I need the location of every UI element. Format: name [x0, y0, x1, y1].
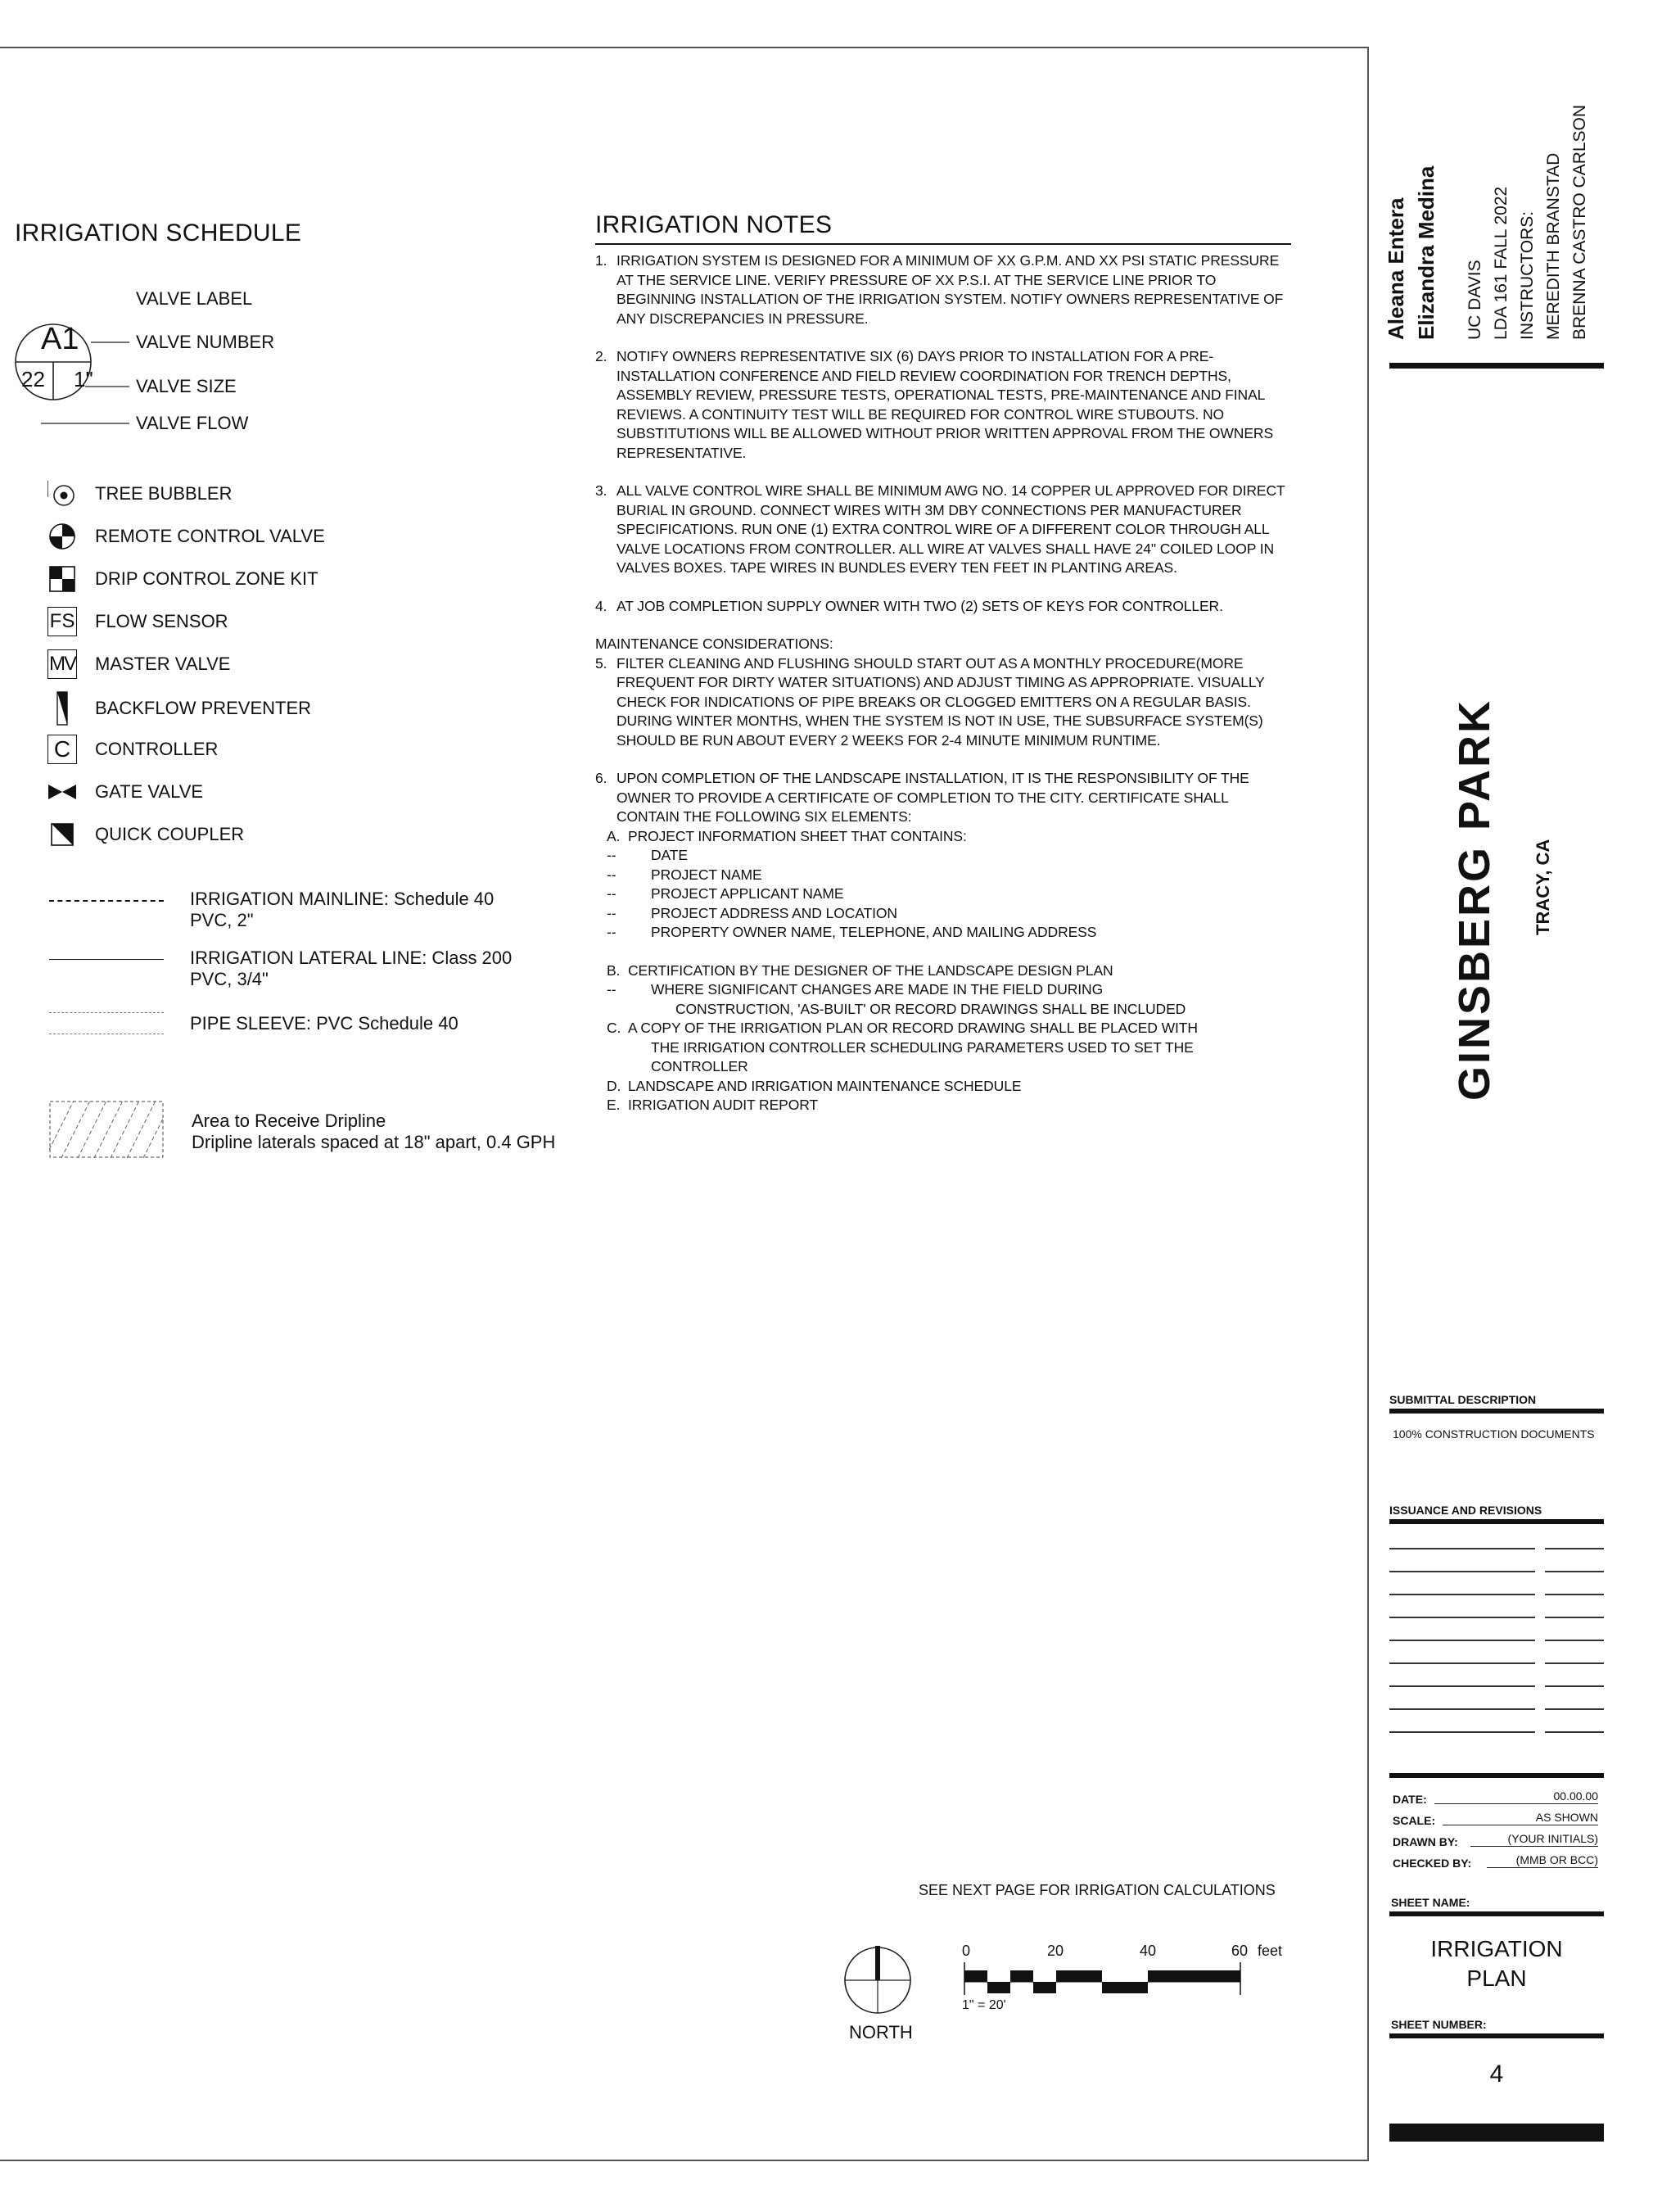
- revision-line: [1545, 1571, 1604, 1572]
- designer-name-2: Elizandra Medina: [1414, 165, 1438, 340]
- note-4: [595, 597, 1291, 617]
- item-text: PROJECT NAME: [651, 866, 762, 883]
- item-text: CERTIFICATION BY THE DESIGNER OF THE LANDSCAPE DESIGN PLAN: [628, 961, 1113, 979]
- legend-label: BACKFLOW PREVENTER: [95, 698, 312, 718]
- scale-tick-label: 40: [1140, 1943, 1157, 1959]
- item-dash: --: [607, 904, 616, 921]
- legend-label: TREE BUBBLER: [95, 483, 233, 504]
- note-5: [595, 654, 1291, 751]
- note-text: FILTER CLEANING AND FLUSHING SHOULD START OUT AS A MONTHLY PROCEDURE(MORE FREQUENT FOR DIRTY WATER SITUATIONS) AND ADJUST TIMING AS APPROPRIATE. VISUALLY CHECK FOR INDICATIONS OF PIPE BREAKS OR CLOGGED EMITTERS ON A REGULAR BASIS. DURING WINTER MONTHS, WHEN THE SYSTEM IS NOT IN USE, THE SUBSURFACE SYSTEM(S) SHOULD BE RUN ABOUT EVERY 2 WEEKS FOR 2-4 MINUTE MINIMUM RUNTIME.: [616, 654, 1265, 749]
- submittal-value: 100% CONSTRUCTION DOCUMENTS: [1393, 1427, 1595, 1441]
- revision-line: [1389, 1662, 1535, 1664]
- sheet-name-line1: IRRIGATION: [1430, 1936, 1563, 1961]
- valve-id: A1: [41, 322, 79, 356]
- mainline-line1: IRRIGATION MAINLINE: Schedule 40: [190, 889, 495, 909]
- instructor-1: MEREDITH BRANSTAD: [1544, 152, 1563, 340]
- item-text: DATE: [651, 847, 688, 863]
- legend-remote-control-valve: [47, 522, 325, 551]
- note-number: 5.: [595, 654, 607, 672]
- maintenance-heading: MAINTENANCE CONSIDERATIONS:: [595, 636, 833, 652]
- controller-icon: [47, 735, 77, 764]
- item-key: D.: [607, 1077, 621, 1094]
- legend-label: FLOW SENSOR: [95, 611, 228, 631]
- item-text: A COPY OF THE IRRIGATION PLAN OR RECORD DRAWING SHALL BE PLACED WITH: [628, 1020, 1198, 1036]
- sheet-name-label: SHEET NAME:: [1391, 1896, 1470, 1909]
- note-text: UPON COMPLETION OF THE LANDSCAPE INSTALLATION, IT IS THE RESPONSIBILITY OF THE OWNER TO PROVIDE A CERTIFICATE OF COMPLETION TO THE CITY. CERTIFICATE SHALL CONTAIN THE FOLLOWING SIX ELEMENTS:: [616, 770, 1249, 825]
- revision-line: [1389, 1571, 1535, 1572]
- revision-line: [1389, 1685, 1535, 1687]
- scale-value: AS SHOWN: [1443, 1811, 1598, 1825]
- note-3: [595, 482, 1291, 578]
- revision-line: [1545, 1662, 1604, 1664]
- instructors-label: INSTRUCTORS:: [1518, 210, 1537, 340]
- revision-line: [1545, 1594, 1604, 1595]
- sheet-name-line2: PLAN: [1466, 1965, 1527, 1991]
- lateral-line-symbol: [49, 959, 164, 960]
- revision-line: [1389, 1617, 1535, 1618]
- note-1: [595, 251, 1291, 328]
- scale-tick-label: 20: [1047, 1943, 1064, 1959]
- lateral-line2: PVC, 3/4": [190, 969, 269, 989]
- item-e: [595, 1096, 1291, 1115]
- revision-line: [1545, 1731, 1604, 1733]
- controller-glyph: C: [53, 736, 71, 762]
- master-valve-glyph: MV: [49, 653, 75, 675]
- legend-label: REMOTE CONTROL VALVE: [95, 526, 325, 546]
- item-text: PROJECT INFORMATION SHEET THAT CONTAINS:: [628, 827, 967, 844]
- item-c: [595, 1019, 1291, 1038]
- note-text: AT JOB COMPLETION SUPPLY OWNER WITH TWO (2) SETS OF KEYS FOR CONTROLLER.: [616, 597, 1223, 614]
- revision-line: [1389, 1731, 1535, 1733]
- item-dash: --: [607, 924, 616, 940]
- checked-by-value: (MMB OR BCC): [1487, 1853, 1598, 1868]
- revision-line: [1389, 1548, 1535, 1549]
- project-location: TRACY, CA: [1533, 839, 1553, 935]
- note-number: 4.: [595, 597, 607, 614]
- revision-line: [1545, 1685, 1604, 1687]
- item-text: CONTROLLER: [651, 1058, 748, 1074]
- item-text: PROPERTY OWNER NAME, TELEPHONE, AND MAILING ADDRESS: [651, 924, 1097, 940]
- mainline-symbol: [49, 900, 164, 902]
- note-number: 1.: [595, 252, 607, 269]
- valve-number-caption: VALVE NUMBER: [136, 332, 275, 352]
- valve-size-value: 1": [74, 367, 93, 391]
- legend-label: CONTROLLER: [95, 739, 219, 759]
- notes-body: [595, 251, 1291, 1115]
- revision-line: [1389, 1708, 1535, 1710]
- sheet-name-rule: [1389, 1911, 1604, 1916]
- pipe-sleeve-symbol-top: [49, 1012, 164, 1013]
- item-c-cont-1: [595, 1038, 1291, 1058]
- submittal-label: SUBMITTAL DESCRIPTION: [1389, 1393, 1537, 1406]
- school-name: UC DAVIS: [1466, 260, 1484, 340]
- note-text: NOTIFY OWNERS REPRESENTATIVE SIX (6) DAYS PRIOR TO INSTALLATION FOR A PRE-INSTALLATION CONFERENCE AND FIELD REVIEW COORDINATION FOR TRENCH DEPTHS, ASSEMBLY REVIEW, PRESSURE TESTS, OPERATIONAL TESTS, PRE-MAINTENANCE AND FINAL REVIEWS. A CONTINUITY TEST WILL BE REQUIRED FOR CONTROL WIRE STUBOUTS. NO SUBSTITUTIONS WILL BE ALLOWED WITHOUT PRIOR WRITTEN APPROVAL FROM THE OWNERS REPRESENTATIVE.: [616, 348, 1274, 461]
- legend-tree-bubbler: [47, 479, 233, 509]
- revision-line: [1545, 1617, 1604, 1618]
- flow-sensor-glyph: FS: [49, 610, 75, 632]
- item-dash: --: [607, 885, 616, 902]
- instructor-2: BRENNA CASTRO CARLSON: [1570, 104, 1589, 340]
- checked-by-label: CHECKED BY:: [1393, 1857, 1472, 1870]
- north-arrow-icon: [843, 1938, 925, 2020]
- revision-line: [1545, 1708, 1604, 1710]
- dripline-line1: Area to Receive Dripline: [192, 1111, 386, 1131]
- item-text: PROJECT APPLICANT NAME: [651, 885, 844, 902]
- item-a-5: [595, 923, 1291, 943]
- project-name: GINSBERG PARK: [1450, 698, 1499, 1101]
- drawn-by-label: DRAWN BY:: [1393, 1835, 1458, 1848]
- scale-tick-label: 60: [1231, 1943, 1249, 1959]
- remote-control-valve-icon: [47, 522, 77, 551]
- item-text: CONSTRUCTION, 'AS-BUILT' OR RECORD DRAWINGS SHALL BE INCLUDED: [675, 1000, 1186, 1017]
- revision-line: [1389, 1640, 1535, 1641]
- legend-gate-valve: [47, 777, 203, 807]
- info-top-rule: [1389, 1773, 1604, 1778]
- sheet-number-label: SHEET NUMBER:: [1391, 2018, 1487, 2031]
- notes-title-rule: [595, 243, 1291, 245]
- legend-label: GATE VALVE: [95, 781, 204, 802]
- item-key: B.: [607, 961, 621, 979]
- note-text: ALL VALVE CONTROL WIRE SHALL BE MINIMUM AWG NO. 14 COPPER UL APPROVED FOR DIRECT BURIAL IN GROUND. CONNECT WIRES WITH 3M DBY CONNECTIONS PER MANUFACTURER SPECIFICATIONS. RUN ONE (1) EXTRA CONTROL WIRE OF A DIFFERENT COLOR THROUGH ALL VALVE LOCATIONS FROM CONTROLLER. ALL WIRE AT VALVES SHALL HAVE 24" COILED LOOP IN VALVES BOXES. TAPE WIRES IN BUNDLES EVERY TEN FEET IN PLANTING AREAS.: [616, 482, 1285, 576]
- item-key: E.: [607, 1097, 621, 1113]
- valve-label-caption: VALVE LABEL: [136, 288, 253, 309]
- gate-valve-icon: [47, 777, 77, 807]
- note-number: 3.: [595, 482, 607, 499]
- dripline-line2: Dripline laterals spaced at 18" apart, 0.4 GPH: [192, 1132, 556, 1152]
- designer-name-1: Aleana Entera: [1384, 197, 1408, 340]
- scale-tick-label: 0: [962, 1943, 971, 1959]
- sheet-number-rule: [1389, 2033, 1604, 2038]
- item-dash: --: [607, 847, 616, 863]
- note-2: [595, 347, 1291, 463]
- date-value: 00.00.00: [1434, 1789, 1598, 1804]
- item-c-cont-2: [595, 1057, 1291, 1077]
- master-valve-icon: [47, 649, 77, 679]
- legend-flow-sensor: [47, 607, 228, 636]
- date-label: DATE:: [1393, 1793, 1427, 1806]
- mainline-line2: PVC, 2": [190, 910, 254, 930]
- note-text: IRRIGATION SYSTEM IS DESIGNED FOR A MINIMUM OF XX G.P.M. AND XX PSI STATIC PRESSURE AT THE SERVICE LINE. VERIFY PRESSURE OF XX P.S.I. AT THE SERVICE LINE PRIOR TO BEGINNING INSTALLATION OF THE IRRIGATION SYSTEM. NOTIFY OWNERS REPRESENTATIVE OF ANY DISCREPANCIES IN PRESSURE.: [616, 252, 1284, 327]
- valve-flow-value: 22: [21, 367, 45, 391]
- schedule-title: IRRIGATION SCHEDULE: [15, 219, 302, 247]
- valve-size-caption: VALVE SIZE: [136, 376, 237, 396]
- tree-bubbler-icon: [47, 479, 77, 509]
- legend-backflow-preventer: [47, 690, 311, 727]
- legend-drip-control-zone-kit: [47, 564, 318, 594]
- item-dash: --: [607, 981, 616, 997]
- scale-ratio: 1" = 20': [962, 1998, 1006, 2012]
- note-6: [595, 769, 1291, 827]
- valve-flow-caption: VALVE FLOW: [136, 413, 249, 433]
- quick-coupler-icon: [47, 820, 77, 849]
- see-next-page-note: SEE NEXT PAGE FOR IRRIGATION CALCULATIONS: [919, 1882, 1276, 1898]
- legend-label: QUICK COUPLER: [95, 824, 245, 844]
- backflow-preventer-icon: [47, 690, 77, 727]
- note-number: 6.: [595, 770, 607, 786]
- legend-master-valve: [47, 649, 230, 679]
- item-a-1: [595, 846, 1291, 866]
- item-text: WHERE SIGNIFICANT CHANGES ARE MADE IN THE FIELD DURING: [651, 981, 1104, 997]
- dripline-hatch-symbol: [49, 1101, 164, 1158]
- item-b: [595, 961, 1291, 981]
- pipe-sleeve-line1: PIPE SLEEVE: PVC Schedule 40: [190, 1013, 458, 1034]
- title-block-bottom-bar: [1389, 2124, 1604, 2142]
- issuance-label: ISSUANCE AND REVISIONS: [1389, 1504, 1542, 1517]
- title-block-rule: [1389, 363, 1604, 369]
- item-key: A.: [607, 827, 621, 844]
- item-a: [595, 827, 1291, 847]
- item-text: IRRIGATION AUDIT REPORT: [628, 1097, 819, 1113]
- revision-line: [1545, 1548, 1604, 1549]
- note-number: 2.: [595, 348, 607, 364]
- flow-sensor-icon: [47, 607, 77, 636]
- item-b-1-cont: [595, 1000, 1291, 1020]
- course-name: LDA 161 FALL 2022: [1492, 186, 1511, 340]
- item-a-4: [595, 904, 1291, 924]
- legend-controller: [47, 735, 218, 764]
- scale-unit: feet: [1258, 1943, 1283, 1959]
- drip-control-zone-kit-icon: [47, 564, 77, 594]
- item-text: PROJECT ADDRESS AND LOCATION: [651, 904, 897, 921]
- scale-label: SCALE:: [1393, 1814, 1436, 1827]
- item-key: C.: [607, 1020, 621, 1036]
- submittal-rule: [1389, 1409, 1604, 1414]
- item-a-3: [595, 884, 1291, 904]
- sheet-number: 4: [1489, 2060, 1504, 2088]
- north-label: NORTH: [849, 2022, 913, 2042]
- notes-title: IRRIGATION NOTES: [595, 211, 833, 238]
- drawn-by-value: (YOUR INITIALS): [1470, 1832, 1598, 1847]
- item-d: [595, 1077, 1291, 1097]
- legend-label: MASTER VALVE: [95, 654, 231, 674]
- item-a-2: [595, 866, 1291, 885]
- item-b-1: [595, 980, 1291, 1000]
- issuance-rule: [1389, 1519, 1604, 1524]
- legend-label: DRIP CONTROL ZONE KIT: [95, 568, 318, 589]
- legend-quick-coupler: [47, 820, 244, 849]
- revision-line: [1389, 1594, 1535, 1595]
- item-text: THE IRRIGATION CONTROLLER SCHEDULING PARAMETERS USED TO SET THE: [651, 1038, 1194, 1056]
- item-text: LANDSCAPE AND IRRIGATION MAINTENANCE SCHEDULE: [628, 1077, 1022, 1094]
- lateral-line1: IRRIGATION LATERAL LINE: Class 200: [190, 948, 513, 968]
- item-dash: --: [607, 866, 616, 883]
- revision-line: [1545, 1640, 1604, 1641]
